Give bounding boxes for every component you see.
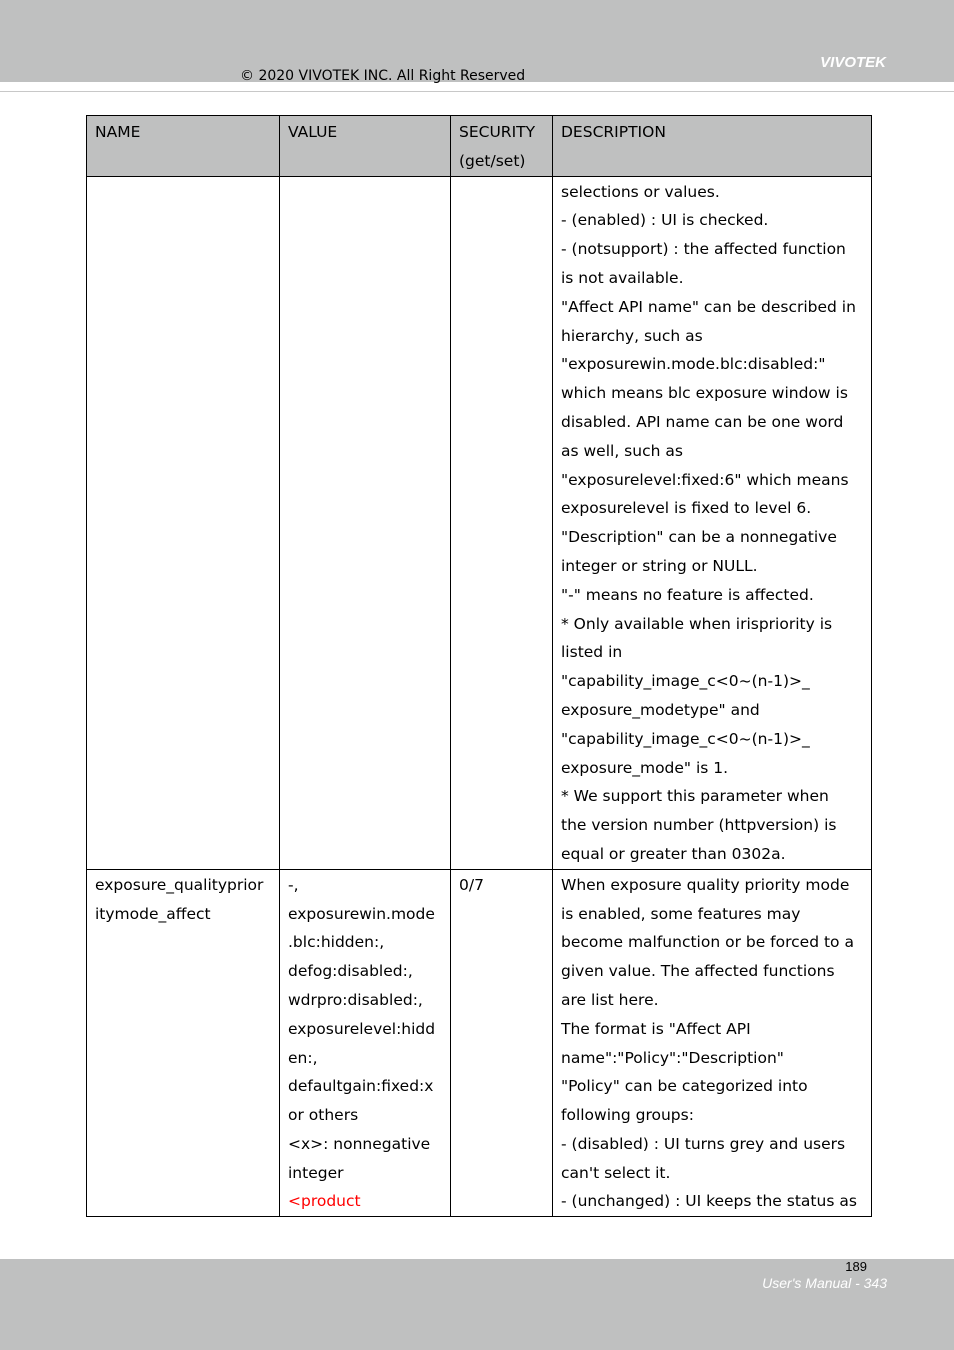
cell-value bbox=[280, 869, 451, 1217]
column-header-security bbox=[451, 116, 553, 177]
text-line: integer or string or NULL. bbox=[561, 556, 758, 575]
text-line: exposure_mode" is 1. bbox=[561, 758, 729, 777]
cell-name bbox=[87, 869, 280, 1217]
text-line: can't select it. bbox=[561, 1163, 671, 1182]
text-line: "Affect API name" can be described in bbox=[561, 297, 856, 316]
security-header-line: SECURITY bbox=[459, 123, 536, 141]
text-line: "exposurewin.mode.blc:disabled:" bbox=[561, 355, 826, 374]
text-line: exposurewin.mode bbox=[288, 904, 435, 923]
column-header-name: NAME bbox=[87, 116, 280, 177]
text-line: defog:disabled:, bbox=[288, 962, 413, 981]
text-line: "capability_image_c<0~(n-1)>_ bbox=[561, 729, 810, 748]
column-header-description: DESCRIPTION bbox=[553, 116, 872, 177]
text-line: - (notsupport) : the affected function bbox=[561, 240, 846, 259]
text-line: defaultgain:fixed:x bbox=[288, 1077, 434, 1096]
text-line: as well, such as bbox=[561, 441, 683, 460]
cell-value bbox=[280, 176, 451, 869]
text-line: exposure_qualityprior bbox=[95, 875, 264, 894]
text-line: -, bbox=[288, 875, 299, 894]
text-line: integer bbox=[288, 1163, 344, 1182]
text-line: "Description" can be a nonnegative bbox=[561, 528, 837, 547]
text-line: "Policy" can be categorized into bbox=[561, 1077, 808, 1096]
cell-description bbox=[553, 176, 872, 869]
text-line: name":"Policy":"Description" bbox=[561, 1048, 784, 1067]
text-line: exposurelevel is fixed to level 6. bbox=[561, 499, 812, 518]
security-header-line: (get/set) bbox=[459, 151, 526, 170]
text-line: The format is "Affect API bbox=[561, 1019, 751, 1038]
text-line: "capability_image_c<0~(n-1)>_ bbox=[561, 672, 810, 691]
text-line: "-" means no feature is affected. bbox=[561, 585, 814, 604]
text-line: exposure_modetype" and bbox=[561, 700, 760, 719]
column-header-value: VALUE bbox=[280, 116, 451, 177]
text-line: selections or values. bbox=[561, 182, 720, 201]
text-line: itymode_affect bbox=[95, 904, 211, 923]
table-header-row bbox=[87, 116, 872, 177]
manual-page-label: User's Manual - 343 bbox=[762, 1275, 887, 1291]
text-line: become malfunction or be forced to a bbox=[561, 933, 854, 952]
brand-logo: VIVOTEK bbox=[820, 54, 886, 71]
text-line: equal or greater than 0302a. bbox=[561, 844, 786, 863]
table-row bbox=[87, 869, 872, 1217]
parameter-table bbox=[86, 115, 872, 1217]
cell-security bbox=[451, 176, 553, 869]
text-line: - (enabled) : UI is checked. bbox=[561, 211, 769, 230]
page-number: 189 bbox=[845, 1259, 867, 1274]
cell-name bbox=[87, 176, 280, 869]
text-line: are list here. bbox=[561, 990, 659, 1009]
text-line: hierarchy, such as bbox=[561, 326, 703, 345]
text-line: - (unchanged) : UI keeps the status as bbox=[561, 1192, 857, 1211]
text-line: the version number (httpversion) is bbox=[561, 816, 837, 835]
text-line: exposurelevel:hidd bbox=[288, 1019, 436, 1038]
text-line: disabled. API name can be one word bbox=[561, 412, 844, 431]
text-line: which means blc exposure window is bbox=[561, 384, 848, 403]
header-divider bbox=[0, 91, 954, 92]
text-line: or others bbox=[288, 1106, 359, 1125]
text-line: is enabled, some features may bbox=[561, 904, 801, 923]
cell-description bbox=[553, 869, 872, 1217]
text-line: following groups: bbox=[561, 1106, 694, 1125]
text-line: listed in bbox=[561, 643, 623, 662]
value-red-text: <product bbox=[288, 1192, 361, 1211]
text-line: - (disabled) : UI turns grey and users bbox=[561, 1134, 846, 1153]
text-line: en:, bbox=[288, 1048, 318, 1067]
copyright-text: © 2020 VIVOTEK INC. All Right Reserved bbox=[240, 68, 526, 84]
text-line: .blc:hidden:, bbox=[288, 933, 385, 952]
text-line: is not available. bbox=[561, 268, 684, 287]
text-line: * Only available when irispriority is bbox=[561, 614, 833, 633]
text-line: When exposure quality priority mode bbox=[561, 875, 850, 894]
text-line: given value. The affected functions bbox=[561, 962, 835, 981]
text-line: "exposurelevel:fixed:6" which means bbox=[561, 470, 849, 489]
text-line: * We support this parameter when bbox=[561, 787, 829, 806]
table-row bbox=[87, 176, 872, 869]
cell-security: 0/7 bbox=[451, 869, 553, 1217]
footer-bar bbox=[0, 1259, 954, 1350]
text-line: wdrpro:disabled:, bbox=[288, 990, 423, 1009]
text-line: <x>: nonnegative bbox=[288, 1134, 431, 1153]
